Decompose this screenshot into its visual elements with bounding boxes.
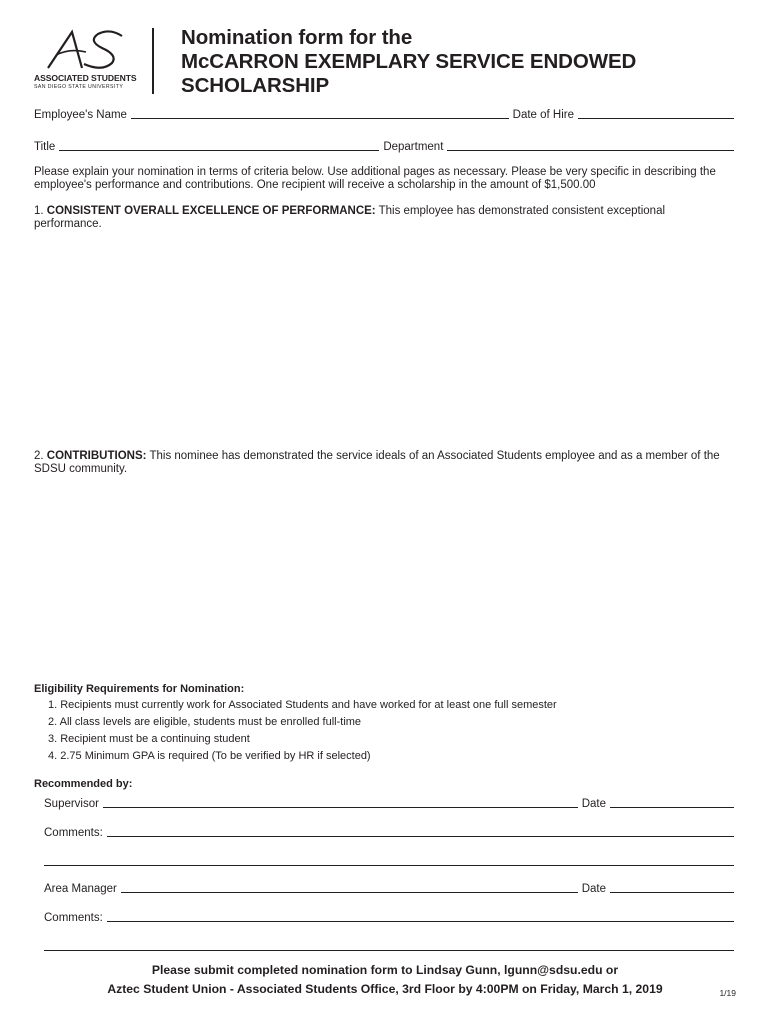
title-department-row [34,138,734,153]
criterion-2 [34,450,734,476]
criterion-1-text: This employee has demonstrated consistent exceptional performance. [34,205,666,230]
eligibility-item: 4. 2.75 Minimum GPA is required (To be verified by HR if selected) [48,750,371,762]
associated-students-logo [34,28,144,98]
criterion-1-heading: CONSISTENT OVERALL EXCELLENCE OF PERFORMANCE: [46,205,376,217]
date-of-hire-field[interactable] [578,106,734,119]
logo-subtitle: SAN DIEGO STATE UNIVERSITY [34,84,124,90]
title-line-3: SCHOLARSHIP [181,74,330,97]
criterion-2-text: This nominee has demonstrated the service ideals of an Associated Students employee and as a member of the SDSU community. [34,450,720,475]
footer-line-1: Please submit completed nomination form to Lindsay Gunn, lgunn@sdsu.edu or [151,963,619,977]
area-manager-date-label: Date [581,883,606,895]
logo-name: ASSOCIATED STUDENTS [34,73,137,83]
title-line-1: Nomination form for the [181,26,413,49]
supervisor-date-field[interactable] [610,795,734,808]
supervisor-comments-row-2 [44,853,734,868]
criterion-1-number: 1. [34,205,44,217]
area-manager-row [44,880,734,895]
criterion-2-number: 2. [34,450,44,462]
title-label: Title [34,141,56,153]
header-divider [152,28,154,94]
instructions-text: Please explain your nomination in terms of criteria below. Use additional pages as necessary. Please be very specific in describing the employee's performance and contributions. One recipient will receive a scholarship in the amount of $1,500.00 [34,166,716,191]
area-manager-comments-row-2 [44,938,734,953]
area-manager-comments-row [44,909,734,924]
area-manager-field[interactable] [121,880,578,893]
area-manager-label: Area Manager [44,883,117,895]
eligibility-item: 3. Recipient must be a continuing student [48,733,250,745]
area-manager-comments-label: Comments: [44,912,103,924]
area-manager-comments-field-2[interactable] [44,938,734,951]
criterion-1-response-area[interactable] [34,222,734,442]
criterion-2-response-area[interactable] [34,480,734,675]
as-monogram-icon [42,28,132,70]
date-of-hire-label: Date of Hire [512,109,574,121]
eligibility-list [48,697,557,765]
employee-name-field[interactable] [131,106,509,119]
area-manager-comments-field[interactable] [107,909,734,922]
supervisor-comments-field[interactable] [107,824,734,837]
department-field[interactable] [447,138,734,151]
recommended-heading: Recommended by: [34,778,133,790]
supervisor-comments-label: Comments: [44,827,103,839]
footer-line-2: Aztec Student Union - Associated Students Office, 3rd Floor by 4:00PM on Friday, March 1, 2019 [107,982,663,996]
employee-row [34,106,734,121]
eligibility-item: 2. All class levels are eligible, students must be enrolled full-time [48,716,362,728]
supervisor-comments-row [44,824,734,839]
title-field[interactable] [59,138,379,151]
supervisor-row [44,795,734,810]
area-manager-date-field[interactable] [610,880,734,893]
supervisor-comments-field-2[interactable] [44,853,734,866]
supervisor-date-label: Date [581,798,606,810]
department-label: Department [383,141,444,153]
title-line-2: McCARRON EXEMPLARY SERVICE ENDOWED [181,50,637,73]
page-number: 1/19 [719,988,736,998]
supervisor-label: Supervisor [44,798,99,810]
eligibility-item: 1. Recipients must currently work for Associated Students and have worked for at least one full semester [48,699,557,711]
submission-instructions [0,961,770,999]
employee-name-label: Employee's Name [34,109,127,121]
supervisor-field[interactable] [103,795,578,808]
criterion-2-heading: CONTRIBUTIONS: [46,450,147,462]
eligibility-heading: Eligibility Requirements for Nomination: [34,683,245,695]
page-title [181,26,636,98]
